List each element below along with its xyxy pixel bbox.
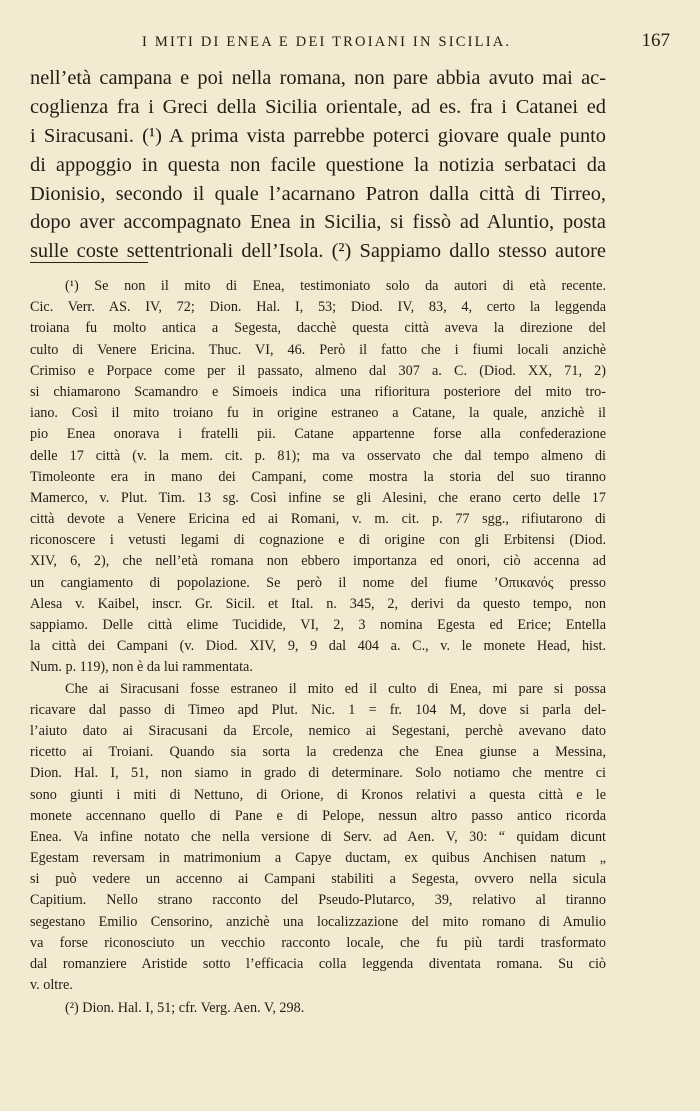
footnote-line: ricetto ai Troiani. Quando sia sorta la credenza che Enea giunse a Messina, — [30, 744, 606, 761]
main-text-line: Dionisio, secondo il quale l’acarnano Patron dalla città di Tirreo, — [30, 182, 606, 205]
main-text-line: di appoggio in questa non facile questione la notizia serbataci da — [30, 153, 606, 176]
footnote-line: riconoscere i vetusti legami di cognazione e di origine con gli Erbitensi (Diod. — [30, 532, 606, 549]
footnote-line: si chiamarono Scamandro e Simoeis indica una rifioritura posteriore del mito tro- — [30, 383, 606, 400]
footnote-line: troiana fu molto antica a Segesta, dacchè questa città aveva la direzione del — [30, 320, 606, 337]
footnote-line: ricavare dal passo di Timeo apd Plut. Nic. 1 = fr. 104 M, dove si parla del- — [30, 701, 606, 718]
footnote-line: l’aiuto dato ai Siracusani da Ercole, nemico ai Segestani, perchè avevano dato — [30, 722, 606, 739]
footnote-line: sono giunti i miti di Nettuno, di Orione, di Kronos relativi a questa città e le — [30, 786, 606, 803]
footnote-line: Cic. Verr. AS. IV, 72; Dion. Hal. I, 53; Diod. IV, 83, 4, certo la leggenda — [30, 299, 606, 316]
footnote-line: va forse riconosciuto un vecchio racconto locale, che fu più tardi trasformato — [30, 934, 606, 951]
footnote-line: Num. p. 119), non è da lui rammentata. — [30, 659, 253, 676]
footnotes — [30, 276, 606, 1020]
footnote-line: Enea. Va infine notato che nella versione di Serv. ad Aen. V, 30: “ quidam dicunt — [30, 828, 606, 845]
footnote-line: iano. Così il mito troiano fu in origine estraneo a Catane, la quale, anzichè il — [30, 405, 606, 422]
main-text-line: sulle coste settentrionali dell’Isola. (²) Sappiamo dallo stesso autore — [30, 240, 606, 263]
main-text-line: dopo aver accompagnato Enea in Sicilia, si fissò ad Aluntio, posta — [30, 211, 606, 234]
footnote-line: segestano Emilio Censorino, anzichè una localizzazione del mito romano di Amulio — [30, 913, 606, 930]
running-head — [30, 30, 670, 52]
footnote-line: si può vedere un accenno ai Campani stabiliti a Segesta, ovvero nella sicula — [30, 871, 606, 888]
footnote-line: Mamerco, v. Plut. Tim. 13 sg. Così infine se gli Alesini, che erano certo delle 17 — [30, 489, 606, 506]
footnote-line: Che ai Siracusani fosse estraneo il mito ed il culto di Enea, mi pare si possa — [65, 680, 606, 697]
footnote-line: Egestam reversam in matrimonium a Capye ductam, ex quibus Anchisen natum „ — [30, 850, 606, 867]
main-text-line: nell’età campana e poi nella romana, non pare abbia avuto mai ac- — [30, 67, 606, 89]
footnote-line: Crimiso e Porpace come per il passato, almeno dal 307 a. C. (Diod. XX, 71, 2) — [30, 362, 606, 379]
footnote-line: città devote a Venere Ericina ed ai Romani, v. m. cit. p. 77 sgg., rifiutarono di — [30, 511, 606, 528]
main-text-line: coglienza fra i Greci della Sicilia orientale, ad es. fra i Catanei ed — [30, 95, 606, 118]
footnote-line: Capitium. Nello strano racconto del Pseudo-Plutarco, 39, relativo al tiranno — [30, 892, 606, 909]
footnote-line: sappiamo. Delle città elime Tucidide, VI, 2, 3 nomina Egesta ed Erice; Entella — [30, 617, 606, 633]
footnote-line: (¹) Se non il mito di Enea, testimoniato solo da autori di età recente. — [65, 278, 606, 294]
footnote-line: Dion. Hal. I, 51, non siamo in grado di determinare. Solo notiamo che mentre ci — [30, 765, 606, 782]
footnote-line: la città dei Campani (v. Diod. XIV, 9, 9 dal 404 a. C., v. le monete Head, hist. — [30, 638, 606, 655]
footnote-line: XIV, 6, 2), che nell’età romana non ebbero importanza ed onori, ciò accenna ad — [30, 553, 606, 570]
main-text — [30, 64, 606, 266]
footnote-line: dal romanziere Aristide sotto l’efficacia colla leggenda diventata romana. Su ciò — [30, 956, 606, 972]
running-title: I MITI DI ENEA E DEI TROIANI IN SICILIA. — [142, 34, 512, 50]
footnote-line: delle 17 città (v. la mem. cit. p. 81); ma va osservato che dal tempo almeno di — [30, 447, 606, 464]
main-text-line: i Siracusani. (¹) A prima vista parrebbe poterci giovare quale punto — [30, 124, 606, 147]
footnote-line: culto di Venere Ericina. Thuc. VI, 46. Però il fatto che i fiumi locali anzichè — [30, 341, 606, 358]
footnote-line: monete accennano quello di Pane e di Pelope, nessun altro passo antico ricorda — [30, 807, 606, 824]
footnote-line: (²) Dion. Hal. I, 51; cfr. Verg. Aen. V, 298. — [65, 1000, 305, 1017]
footnote-line: Alesa v. Kaibel, inscr. Gr. Sicil. et Ital. n. 345, 2, derivi da questo tempo, non — [30, 595, 606, 612]
footnote-divider — [30, 262, 148, 263]
footnote-line: un cangiamento di popolazione. Se però il nome del fiume ’Οπικανός presso — [30, 574, 606, 591]
footnote-line: pio Enea onorava i fratelli pii. Catane appartenne forse alla confederazione — [30, 426, 606, 443]
footnote-line: Timoleonte era in mano dei Campani, come mostra la storia del suo tiranno — [30, 468, 606, 485]
page-number: 167 — [641, 30, 670, 51]
footnote-line: v. oltre. — [30, 977, 73, 994]
